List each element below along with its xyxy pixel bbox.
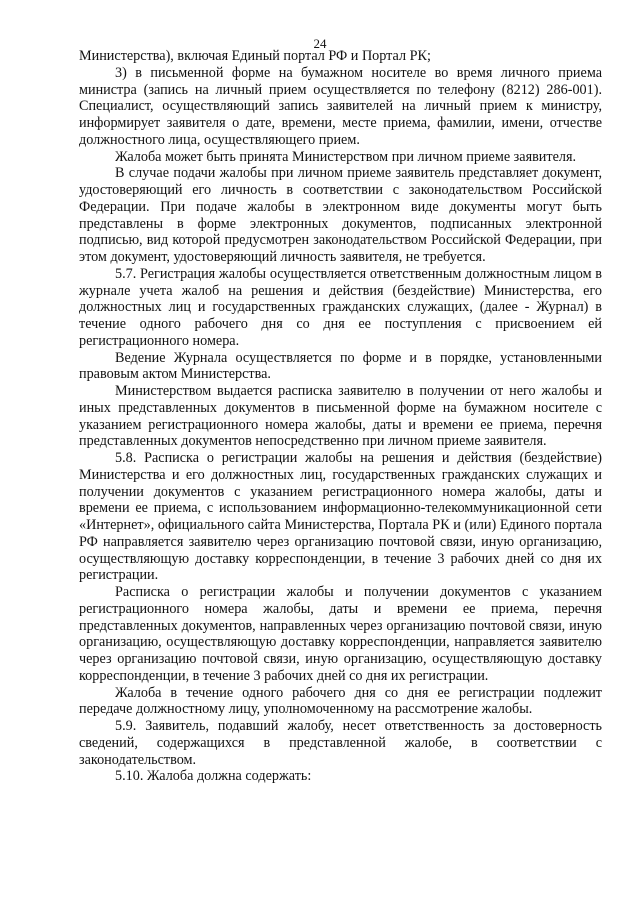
paragraph-5-10-content: 5.10. Жалоба должна содержать: <box>115 768 312 785</box>
paragraph-identity-document: В случае подачи жалобы при личном приеме заявитель представляет документ, удостоверяющий его личность в соответствии с законодательством Российской Федерации. При подаче жалобы в электронном виде документы могут быть представлены в форме электронных документов, подписанных электронной подписью, вид которой предусмотрен законодательством Российской Федерации, при этом документ, удостоверяющий личность заявителя, не требуется. <box>79 165 602 265</box>
page-number: 24 <box>313 36 327 51</box>
paragraph-receipt-issued: Министерством выдается расписка заявителю в получении от него жалобы и иных представленных документов в письменной форме на бумажном носителе с указанием регистрационного номера жалобы, даты и времени ее приема, перечня представленных документов непосредственно при личном приеме заявителя. <box>79 383 602 450</box>
paragraph-journal-keeping: Ведение Журнала осуществляется по форме и в порядке, установленными правовым актом Министерства. <box>79 349 602 383</box>
document-body <box>79 48 602 785</box>
paragraph-complaint-accepted: Жалоба может быть принята Министерством при личном приеме заявителя. <box>115 148 577 165</box>
paragraph-5-8-receipt: 5.8. Расписка о регистрации жалобы на решения и действия (бездействие) Министерства и его должностных лиц, государственных гражданских служащих и получении документов с указанием регистрационного номера жалобы, даты и времени ее приема, с использованием информационно-телекоммуникационной сети «Интернет», официального сайта Министерства, Портала РК и (или) Единого портала РФ направляется заявителю через организацию почтовой связи, иную организацию, осуществляющую доставку корреспонденции, в течение 3 рабочих дней со дня их регистрации. <box>79 450 602 584</box>
paragraph-written-form-reception: 3) в письменной форме на бумажном носителе во время личного приема министра (запись на личный прием осуществляется по телефону (8212) 286-001). Специалист, осуществляющий запись заявителей на личный прием к министру, информирует заявителя о дате, времени, месте приема, фамилии, имени, отчестве должностного лица, осуществляющего прием. <box>79 64 602 148</box>
paragraph-5-9-responsibility: 5.9. Заявитель, подавший жалобу, несет ответственность за достоверность сведений, содержащихся в представленной жалобе, в соответствии с законодательством. <box>79 718 602 768</box>
paragraph-5-7-registration: 5.7. Регистрация жалобы осуществляется ответственным должностным лицом в журнале учета жалоб на решения и действия (бездействие) Министерства, его должностных лиц и государственных гражданских служащих, (далее - Журнал) в течение одного рабочего дня со дня ее поступления с присвоением ей регистрационного номера. <box>79 265 602 349</box>
paragraph-transfer-to-official: Жалоба в течение одного рабочего дня со дня ее регистрации подлежит передаче должностному лицу, уполномоченному на рассмотрение жалобы. <box>79 684 602 718</box>
paragraph-receipt-mail: Расписка о регистрации жалобы и получении документов с указанием регистрационного номера жалобы, даты и времени ее приема, перечня представленных документов, направленных через организацию почтовой связи, иную организацию, осуществляющую доставку корреспонденции, направляется заявителю через организацию почтовой связи, иную организацию, осуществляющую доставку корреспонденции, в течение 3 рабочих дней со дня их регистрации. <box>79 584 602 684</box>
paragraph-continuation: Министерства), включая Единый портал РФ и Портал РК; <box>79 48 431 64</box>
